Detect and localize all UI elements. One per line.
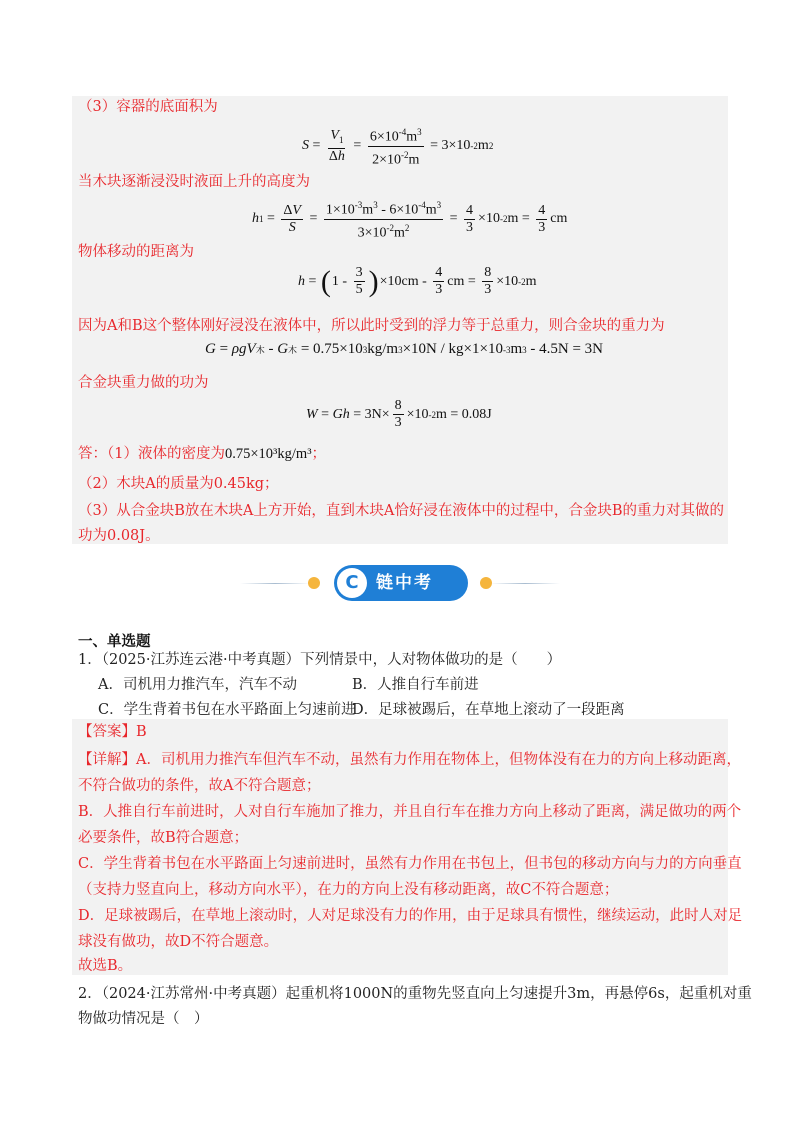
rise-intro: 当木块逐渐浸没时液面上升的高度为 — [78, 174, 310, 190]
section-banner — [334, 565, 468, 601]
q1-detail-3: B．人推自行车前进时，人对自行车施加了推力，并且自行车在推力方向上移动了距离，满足做功的两个 — [78, 804, 742, 820]
answer-1 — [78, 444, 326, 464]
banner-letter: C — [337, 568, 367, 598]
q1-detail-7: D．足球被踢后，在草地上滚动时，人对足球没有力的作用，由于足球具有惯性，继续运动，此时人对足 — [78, 908, 743, 924]
answer-2: （2）木块A的质量为0.45kg； — [78, 476, 279, 492]
move-intro: 物体移动的距离为 — [78, 244, 194, 260]
q2-line2: 物做功情况是（ ） — [78, 1011, 209, 1027]
section-heading: 一、单选题 — [78, 633, 151, 650]
equation-distance: h = ( 1 - $\frac{3}{5}$ ) ×10cm - $\frac{4}{3}$ cm = $\frac{8}{3}$ ×10 -2 m — [298, 264, 537, 298]
answer-1-suffix: ； — [311, 446, 327, 462]
work-intro: 合金块重力做的功为 — [78, 375, 209, 391]
weight-intro: 因为A和B这个整体刚好浸没在液体中，所以此时受到的浮力等于总重力，则合金块的重力为 — [78, 318, 665, 334]
equation-area: S = $\frac{V_1}{\Delta h}$ = $\frac{6\times 10^{-4}m^3}{2\times 10^{-2}m}$ = 3×10 -2 m 2 — [302, 124, 493, 168]
banner-left-dot — [308, 577, 320, 589]
q1-detail-5: C．学生背着书包在水平路面上匀速前进时，虽然有力作用在书包上，但书包的移动方向与力的方向垂直 — [78, 856, 742, 872]
part3-intro: （3）容器的底面积为 — [78, 99, 218, 115]
banner-left-line — [240, 583, 310, 584]
q1-detail-1 — [78, 750, 741, 770]
q1-detail-2: 不符合做功的条件，故A不符合题意； — [78, 778, 321, 794]
equation-work: W = Gh = 3N× $\frac{8}{3}$ ×10 -2 m = 0.08J — [306, 398, 492, 430]
answer-3-line2: 功为0.08J。 — [78, 528, 160, 544]
banner-label: 链中考 — [376, 573, 433, 593]
q1-detail-label: 【详解】 — [78, 752, 136, 768]
answer-3-line1: （3）从合金块B放在木块A上方开始，直到木块A恰好浸在液体中的过程中，合金块B的重力对其做的 — [78, 503, 724, 519]
q1-option-b: B．人推自行车前进 — [352, 677, 479, 693]
q1-detail-6: （支持力竖直向上，移动方向水平），在力的方向上没有移动距离，故C不符合题意； — [78, 882, 619, 898]
q1-answer-label: 【答案】 — [78, 724, 136, 740]
equation-rise: h 1 = $\frac{\Delta V}{S}$ = $\frac{1\times 10^{-3}m^3 - 6\times 10^{-4}m^3}{3\times 10^{-2}m^2}$ = $\frac{4}{3}$ ×10 -2 m = $\frac{4}{3}$ cm — [252, 197, 567, 241]
q1-answer — [78, 722, 147, 742]
q1-answer-value: B — [136, 724, 147, 740]
q1-detail-8: 球没有做功，故D不符合题意。 — [78, 934, 279, 950]
equation-weight: G = ρgV 木 - G 木 = 0.75×10 3 kg/m 3 ×10N / kg×1×10 -3 m 3 - 4.5N = 3N — [205, 341, 604, 357]
banner-right-line — [490, 583, 560, 584]
q1-option-c: C．学生背着书包在水平路面上匀速前进 — [98, 702, 356, 718]
q2-line1: 2．（2024·江苏常州·中考真题）起重机将1000N的重物先竖直向上匀速提升3m，再悬停6s，起重机对重 — [78, 986, 752, 1002]
q1-detail-4: 必要条件，故B符合题意； — [78, 830, 249, 846]
q1-detail-text: A．司机用力推汽车但汽车不动，虽然有力作用在物体上，但物体没有在力的方向上移动距离， — [136, 752, 741, 768]
q1-detail-9: 故选B。 — [78, 958, 133, 974]
answer-1-prefix: 答：（1）液体的密度为 — [78, 446, 225, 462]
q1-option-a: A．司机用力推汽车，汽车不动 — [98, 677, 297, 693]
q1-option-d: D．足球被踢后，在草地上滚动了一段距离 — [352, 702, 625, 718]
q1-stem: 1．（2025·江苏连云港·中考真题）下列情景中，人对物体做功的是（ ） — [78, 652, 562, 668]
answer-1-value: 0.75×10³kg/m³ — [224, 446, 312, 462]
